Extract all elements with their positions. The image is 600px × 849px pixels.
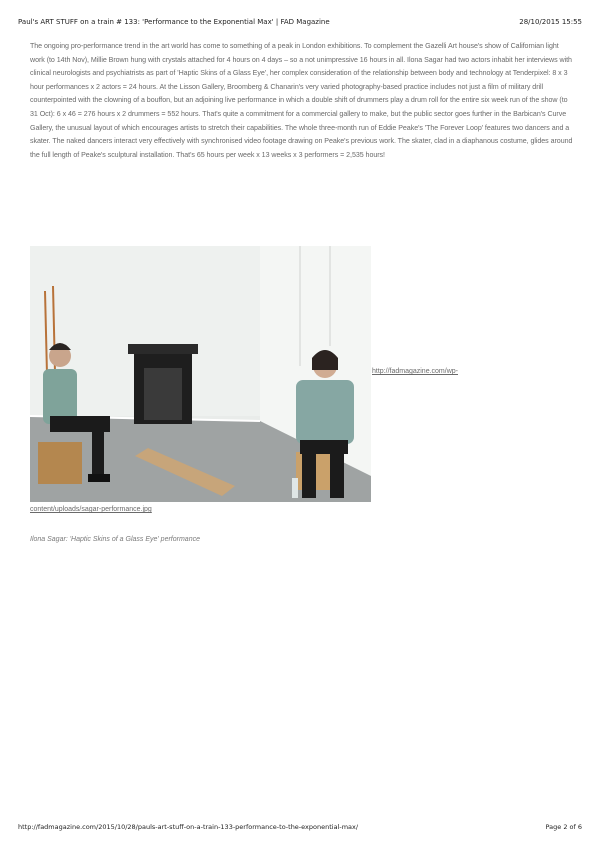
performance-photo-illustration (30, 246, 371, 502)
page-footer-url: http://fadmagazine.com/2015/10/28/pauls-art-stuff-on-a-train-133-performance-to-the-exponential-max/ (18, 823, 359, 831)
performance-photo (30, 246, 371, 502)
image-link-part1[interactable]: http://fadmagazine.com/wp- (372, 368, 458, 375)
image-caption: Ilona Sagar: 'Haptic Skins of a Glass Eye' performance (30, 536, 200, 543)
article-body (30, 40, 575, 162)
page-footer-number: Page 2 of 6 (545, 823, 582, 831)
page-header-date: 28/10/2015 15:55 (519, 18, 582, 26)
article-paragraph: The ongoing pro-performance trend in the art world has come to something of a peak in London exhibitions. To complement the Gazelli Art house's show of Californian light work (to 14th Nov), Millie Brown hung with crystals attached for 4 hours on 4 days – so a not unimpressive 16 hours in all. Ilona Sagar had two actors inhabit her interviews with clinical neurologists and psychiatrists as part of 'Haptic Skins of a Glass Eye', her complex consideration of the relationship between body and technology at Tenderpixel: 8 x 3 hour performances x 2 actors = 24 hours. At the Lisson Gallery, Broomberg & Chanarin's very varied photography-based practice includes not just a film of military drill counterpointed with the clowning of a bouffon, but an adjoining live performance in which a double shift of drummers play a drum roll for the entire six week run of the show (to 31 Oct): 6 x 46 = 276 hours x 2 drummers = 552 hours. That's quite a commitment for a commercial gallery to make, but the public sector goes further in the Barbican's Curve Gallery, the unusual layout of which encourages artists to stretch their capabilities. The whole three-month run of Eddie Peake's 'The Forever Loop' features two dancers and a skater. The naked dancers interact very effectively with synchronised video footage drawing on Peake's previous work. The skater, clad in a diaphanous costume, glides around the full length of Peake's sculptural installation. That's 65 hours per week x 13 weeks x 3 performers = 2,535 hours! (30, 42, 573, 159)
image-link-part2[interactable]: content/uploads/sagar-performance.jpg (30, 506, 152, 513)
page-header-title: Paul's ART STUFF on a train # 133: 'Performance to the Exponential Max' | FAD Magazine (18, 18, 330, 26)
